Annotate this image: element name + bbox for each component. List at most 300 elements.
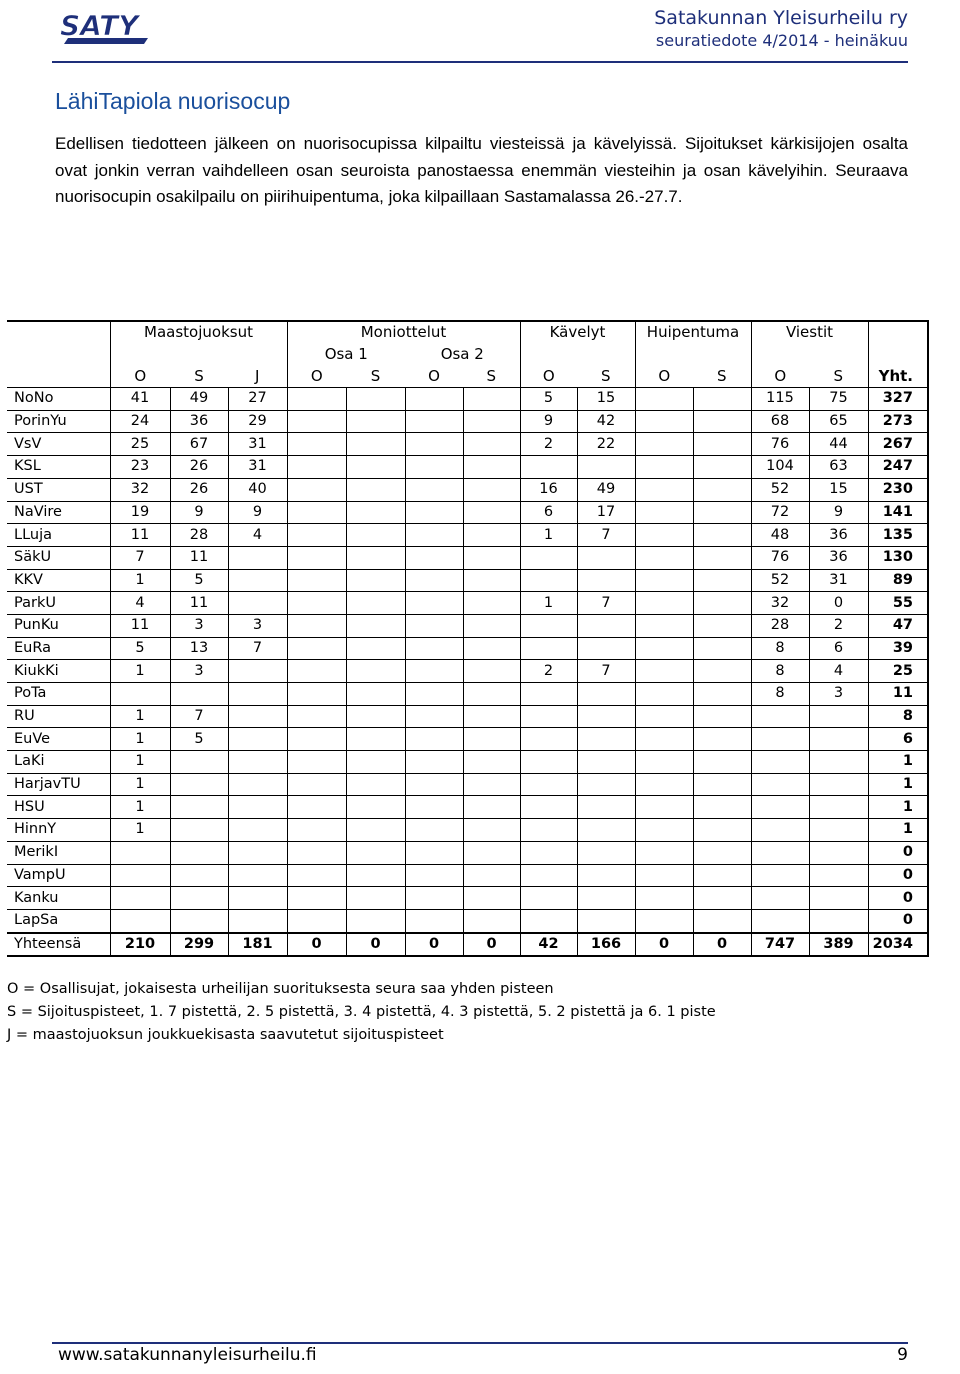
score-cell [346,773,405,796]
score-cell [228,819,287,842]
score-cell [405,546,463,569]
score-cell [520,773,577,796]
table-row [7,637,928,660]
header-blank [868,344,928,366]
score-cell [520,546,577,569]
table-row [7,887,928,910]
score-cell [463,841,520,864]
score-cell [405,705,463,728]
score-cell: 42 [577,410,635,433]
score-cell [287,796,346,819]
column-header: S [194,366,204,385]
score-cell [228,751,287,774]
score-cell [809,887,868,910]
table-row [7,456,928,479]
score-cell: 1 [110,705,170,728]
column-header: S [833,366,844,385]
score-cell: 23 [110,456,170,479]
score-cell [693,501,751,524]
header-blank [751,344,868,366]
score-cell [577,819,635,842]
score-cell: 7 [170,705,228,728]
score-cell: 16 [520,478,577,501]
score-cell [693,773,751,796]
table-row [7,614,928,637]
score-cell: 1 [110,796,170,819]
score-cell [463,796,520,819]
footer-divider [52,1342,908,1344]
score-cell: 28 [170,524,228,547]
score-cell [635,433,693,456]
score-cell [346,501,405,524]
header-blank [7,321,110,344]
score-cell: 72 [751,501,809,524]
score-cell: 76 [751,546,809,569]
score-cell: 5 [170,569,228,592]
club-name: EuVe [7,728,110,751]
total-cell: 0 [868,841,928,864]
score-cell [405,456,463,479]
score-cell: 747 [751,933,809,957]
score-cell: 22 [577,433,635,456]
score-cell [520,683,577,706]
score-cell [693,660,751,683]
issue-label: seuratiedote 4/2014 - heinäkuu [655,31,908,50]
score-cell: 0 [405,933,463,957]
score-cell [635,614,693,637]
score-cell [346,478,405,501]
score-cell: 4 [110,592,170,615]
score-cell [287,501,346,524]
score-cell [635,410,693,433]
table-row [7,501,928,524]
score-cell: 19 [110,501,170,524]
score-cell: 11 [110,614,170,637]
score-cell [809,819,868,842]
score-cell [170,841,228,864]
score-cell [228,569,287,592]
score-cell [577,909,635,932]
score-cell: 9 [809,501,868,524]
table-row [7,796,928,819]
score-cell [463,728,520,751]
score-cell [287,909,346,932]
score-cell [463,819,520,842]
score-cell [693,751,751,774]
score-cell [693,433,751,456]
score-cell [405,841,463,864]
score-cell [405,524,463,547]
score-cell: 32 [751,592,809,615]
score-cell [346,546,405,569]
score-cell: 76 [751,433,809,456]
score-cell: 36 [809,546,868,569]
score-cell [110,887,170,910]
score-cell: 3 [170,614,228,637]
score-cell [110,909,170,932]
score-cell [405,569,463,592]
club-name: HSU [7,796,110,819]
score-cell [635,592,693,615]
column-header: O [428,366,440,385]
score-cell: 48 [751,524,809,547]
group-maastojuoksut: Maastojuoksut [110,321,287,344]
score-cell [520,909,577,932]
score-cell [228,841,287,864]
score-cell: 36 [809,524,868,547]
total-cell: 1 [868,796,928,819]
score-cell [170,683,228,706]
club-name: MerikI [7,841,110,864]
score-cell: 104 [751,456,809,479]
score-cell [635,796,693,819]
score-cell [405,637,463,660]
score-cell: 181 [228,933,287,957]
score-cell [693,524,751,547]
score-cell [520,728,577,751]
total-cell: 55 [868,592,928,615]
column-header: O [520,365,577,387]
score-cell: 24 [110,410,170,433]
score-cell [346,864,405,887]
score-cell: 4 [809,660,868,683]
score-cell: 3 [170,660,228,683]
score-cell [809,705,868,728]
score-cell [463,546,520,569]
score-cell: 42 [520,933,577,957]
score-cell [577,614,635,637]
score-cell [287,637,346,660]
score-cell [463,478,520,501]
score-cell [463,569,520,592]
score-cell: 26 [170,456,228,479]
score-cell [287,887,346,910]
score-cell [346,637,405,660]
score-cell: 0 [346,933,405,957]
total-cell: 230 [868,478,928,501]
score-cell [228,864,287,887]
score-cell [405,433,463,456]
total-cell: 267 [868,433,928,456]
score-cell [577,637,635,660]
footer-url: www.satakunnanyleisurheilu.fi [58,1345,317,1365]
score-cell [228,546,287,569]
score-cell: 1 [110,728,170,751]
score-cell [577,841,635,864]
score-cell: 11 [110,524,170,547]
club-name: EuRa [7,637,110,660]
score-cell: 29 [228,410,287,433]
score-cell: 13 [170,637,228,660]
group-kavelyt: Kävelyt [520,321,635,344]
score-cell [228,887,287,910]
score-cell [577,705,635,728]
table-row [7,524,928,547]
club-name: KKV [7,569,110,592]
score-cell [170,751,228,774]
score-cell [751,864,809,887]
total-cell: 1 [868,819,928,842]
score-cell [577,546,635,569]
legend [7,978,716,1047]
score-cell [405,728,463,751]
score-cell: 1 [110,819,170,842]
score-cell: 5 [520,388,577,411]
score-cell [170,796,228,819]
score-cell [287,524,346,547]
score-cell [520,864,577,887]
club-name: VampU [7,864,110,887]
total-cell: 8 [868,705,928,728]
score-cell [405,614,463,637]
score-cell: 0 [809,592,868,615]
score-cell [228,705,287,728]
score-cell [463,773,520,796]
column-header: O [287,365,346,387]
table-row [7,728,928,751]
score-cell [287,819,346,842]
score-cell [809,796,868,819]
score-cell [346,705,405,728]
score-cell [635,705,693,728]
club-name: LapSa [7,909,110,932]
score-cell: 7 [228,637,287,660]
score-cell [228,683,287,706]
club-name: VsV [7,433,110,456]
score-cell [520,887,577,910]
score-cell [635,683,693,706]
table-row [7,751,928,774]
score-cell [463,909,520,932]
score-cell: 7 [577,524,635,547]
score-cell [228,728,287,751]
score-cell [635,887,693,910]
score-cell: 1 [110,660,170,683]
score-cell [751,796,809,819]
table-row [7,841,928,864]
score-cell: 5 [170,728,228,751]
score-cell [346,660,405,683]
score-cell: 115 [751,388,809,411]
score-cell [635,546,693,569]
score-cell: 67 [170,433,228,456]
score-cell [635,637,693,660]
table-row [7,592,928,615]
score-cell [693,614,751,637]
total-row [7,933,928,957]
score-cell [635,864,693,887]
club-name: KiukKi [7,660,110,683]
table-row [7,433,928,456]
saty-logo-text: SATY [60,9,139,42]
score-cell [577,683,635,706]
score-cell: 5 [110,637,170,660]
header-blank [7,344,110,366]
score-cell [463,410,520,433]
score-cell: 40 [228,478,287,501]
club-name: HarjavTU [7,773,110,796]
club-name: NaVire [7,501,110,524]
score-cell [170,909,228,932]
score-cell [693,478,751,501]
score-cell [463,751,520,774]
score-cell [228,796,287,819]
table-row [7,864,928,887]
group-moniottelut: Moniottelut [287,321,520,344]
score-cell: 1 [110,773,170,796]
score-cell [751,819,809,842]
club-name: Yhteensä [7,933,110,957]
club-name: ParkU [7,592,110,615]
score-cell [635,478,693,501]
score-cell: 1 [110,751,170,774]
total-cell: 47 [868,614,928,637]
score-cell [635,456,693,479]
article-body: Edellisen tiedotteen jälkeen on nuorisocupissa kilpailtu viesteissä ja kävelyissä. Sijoitukset kärkisijojen osalta ovat jonkin verran vaihdelleen osan seuroista panostaessa enemmän viesteihin ja osan kävelyihin. Seuraava nuorisocupin osakilpailu on piirihuipentuma, joka kilpaillaan Sastamalassa 26.-27.7. [55,134,908,206]
score-cell [287,410,346,433]
total-cell: 327 [868,388,928,411]
score-cell [751,751,809,774]
score-cell [577,887,635,910]
club-name: PoTa [7,683,110,706]
score-cell [405,660,463,683]
score-cell: 31 [228,433,287,456]
score-cell [693,705,751,728]
score-cell [635,728,693,751]
score-cell [809,909,868,932]
score-cell [463,456,520,479]
table-row [7,819,928,842]
score-cell [287,683,346,706]
column-header: S [716,366,727,385]
score-cell: 3 [809,683,868,706]
table-row [7,660,928,683]
score-cell: 4 [228,524,287,547]
score-cell [346,728,405,751]
score-cell [635,773,693,796]
total-cell: 135 [868,524,928,547]
club-name: SäkU [7,546,110,569]
score-cell [463,660,520,683]
score-cell [635,909,693,932]
score-cell [346,524,405,547]
score-cell: 166 [577,933,635,957]
score-cell: 210 [110,933,170,957]
subgroup-osa-1: Osa 1 [287,344,405,366]
score-cell [405,592,463,615]
score-cell [577,569,635,592]
score-cell [751,705,809,728]
score-cell [287,660,346,683]
column-header: O [110,365,170,387]
score-cell [809,751,868,774]
score-cell [405,819,463,842]
score-cell [405,773,463,796]
score-cell [346,410,405,433]
score-cell [751,728,809,751]
score-cell [405,887,463,910]
club-name: LLuja [7,524,110,547]
score-cell: 41 [110,388,170,411]
score-cell: 52 [751,478,809,501]
score-cell: 3 [228,614,287,637]
score-cell [693,819,751,842]
score-cell [635,660,693,683]
header-blank [635,344,751,366]
score-cell: 299 [170,933,228,957]
score-cell: 27 [228,388,287,411]
total-cell: 1 [868,751,928,774]
score-cell [751,773,809,796]
column-header: S [370,366,381,385]
header-blank [520,344,635,366]
score-cell [693,637,751,660]
score-cell [693,456,751,479]
table-row [7,909,928,932]
score-cell [463,592,520,615]
score-cell: 7 [110,546,170,569]
header-blank [868,321,928,344]
score-cell: 0 [693,933,751,957]
score-cell: 6 [520,501,577,524]
total-cell: 1 [868,773,928,796]
score-cell [577,728,635,751]
score-cell [287,546,346,569]
score-cell: 44 [809,433,868,456]
score-cell: 31 [809,569,868,592]
score-cell [405,501,463,524]
score-cell: 32 [110,478,170,501]
total-cell: 141 [868,501,928,524]
score-cell: 26 [170,478,228,501]
score-cell [693,546,751,569]
score-cell [463,705,520,728]
score-cell [693,909,751,932]
page-number: 9 [897,1345,908,1365]
subgroup-osa-2: Osa 2 [440,345,484,364]
score-cell [346,841,405,864]
score-cell [346,388,405,411]
score-cell [346,819,405,842]
club-name: HinnY [7,819,110,842]
score-cell: 31 [228,456,287,479]
score-cell: 49 [577,478,635,501]
total-cell: 11 [868,683,928,706]
score-cell [287,388,346,411]
score-cell [110,841,170,864]
group-huipentuma: Huipentuma [635,321,751,344]
total-cell: 6 [868,728,928,751]
score-cell [751,887,809,910]
score-cell [463,887,520,910]
organization-name: Satakunnan Yleisurheilu ry [654,7,908,29]
club-name: UST [7,478,110,501]
column-header: S [486,366,497,385]
score-cell [346,592,405,615]
score-cell [520,796,577,819]
score-cell [520,637,577,660]
score-cell [405,864,463,887]
column-header: J [255,366,260,385]
score-cell: 63 [809,456,868,479]
column-header-row [7,365,928,387]
total-cell: 39 [868,637,928,660]
results-table [7,320,929,957]
score-cell [809,773,868,796]
score-cell: 2 [520,660,577,683]
score-cell [287,864,346,887]
score-cell [809,728,868,751]
